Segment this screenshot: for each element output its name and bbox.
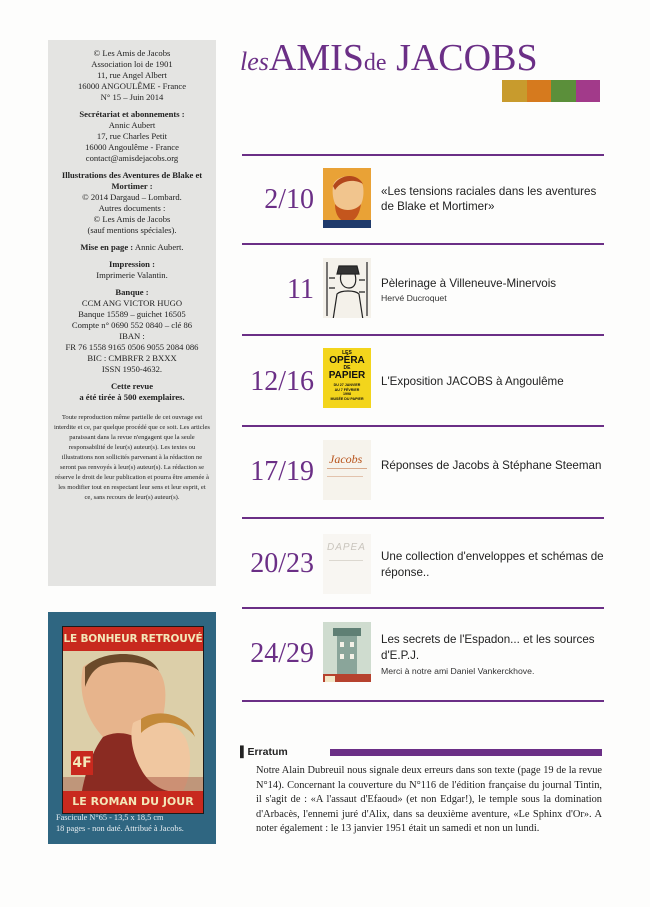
banque-line: Banque 15589 – guichet 16505 bbox=[78, 309, 186, 319]
erratum-heading: ▌Erratum bbox=[240, 746, 288, 758]
poster-caption-line: Fascicule N°65 - 13,5 x 18,5 cm bbox=[56, 813, 164, 822]
mise-value: Annic Aubert. bbox=[134, 242, 184, 252]
tirage-block bbox=[54, 381, 210, 403]
legal-notice: Toute reproduction même partielle de cet ouvrage est interdite et ce, par quelque procédé que ce soit. Les articles paraissant dans la revue n'engagent que la seule responsabilité de leur(s) auteur(s). Les textes ou illustrations non sollicités parvenant à la rédaction ne seront pas renvoyés à leur(s) auteur(s). La rédaction se réserve le droit de leur publication et pourra être amenée à les modifier tout en respectant leur sens et leur esprit, et ce, sans recours de leur(s) auteur(s). bbox=[54, 414, 210, 501]
issn: ISSN 1950-4632. bbox=[101, 364, 163, 374]
title-jacobs: JACOBS bbox=[396, 37, 538, 79]
secretariat-line: 17, rue Charles Petit bbox=[96, 131, 168, 141]
toc-divider bbox=[242, 607, 604, 609]
title-les: les bbox=[240, 47, 269, 76]
title-amis: AMIS bbox=[268, 37, 364, 79]
toc-divider bbox=[242, 334, 604, 336]
illustrations-block bbox=[54, 170, 210, 236]
character-head-icon bbox=[502, 80, 527, 102]
character-head-icon bbox=[551, 80, 576, 102]
illustrations-line: © 2014 Dargaud – Lombard. bbox=[82, 192, 182, 202]
publisher-line: 11, rue Angel Albert bbox=[97, 70, 167, 80]
toc-divider bbox=[242, 700, 604, 702]
toc-subtitle: Merci à notre ami Daniel Vankerckhove. bbox=[381, 666, 535, 676]
toc-thumb-sketch bbox=[323, 258, 371, 318]
poster-image bbox=[62, 626, 204, 814]
toc-title: Une collection d'enveloppes et schémas de réponse.. bbox=[381, 550, 604, 579]
toc-thumb-letter bbox=[323, 440, 371, 500]
toc-thumb-comic-portrait bbox=[323, 168, 371, 228]
poster-price: 4F bbox=[71, 751, 93, 775]
publisher-line: 16000 ANGOULÊME - France bbox=[77, 81, 187, 91]
tirage-line: Cette revue bbox=[110, 381, 154, 391]
signature: Jacobs bbox=[329, 452, 363, 466]
banque-line: Compte n° 0690 552 0840 – clé 86 bbox=[71, 320, 193, 330]
poster-top-title: LE BONHEUR RETROUVÉ bbox=[63, 627, 203, 651]
contact-email: contact@amisdejacobs.org bbox=[85, 153, 179, 163]
banque-line: FR 76 1558 9165 0506 9055 2084 086 bbox=[65, 342, 199, 352]
envelope-line bbox=[329, 560, 363, 561]
character-heads-logo bbox=[502, 80, 600, 102]
opera-top: LES bbox=[342, 350, 352, 356]
opera-dates: DU 27 JANVIER bbox=[333, 383, 361, 387]
toc-page-number: 2/10 bbox=[264, 184, 314, 215]
toc-title: L'Exposition JACOBS à Angoulême bbox=[381, 375, 564, 388]
toc-divider bbox=[242, 425, 604, 427]
opera-title-papier: PAPIER bbox=[328, 370, 366, 381]
banque-line: IBAN : bbox=[119, 331, 145, 341]
impression-label: Impression : bbox=[109, 259, 155, 269]
impression-block bbox=[54, 259, 210, 281]
poster-bottom-title: LE ROMAN DU JOUR bbox=[63, 791, 203, 813]
opera-dates: AU 7 FÉVRIER bbox=[334, 387, 360, 392]
opera-title: OPÉRA bbox=[329, 355, 365, 366]
character-head-icon bbox=[576, 80, 601, 102]
espadon-illustration bbox=[323, 622, 371, 682]
illustrations-line: (sauf mentions spéciales). bbox=[87, 225, 177, 235]
character-head-icon bbox=[527, 80, 552, 102]
publisher-line: © Les Amis de Jacobs bbox=[93, 48, 171, 58]
opera-place: MUSÉE DU PAPIER bbox=[330, 396, 364, 401]
erratum-heading-text: Erratum bbox=[247, 746, 288, 758]
erratum-text: Notre Alain Dubreuil nous signale deux erreurs dans son texte (page 19 de la revue N°14). Concernant la couverture du N°116 de l'édition française du journal Tintin, il s'agit de : «A l'assaut d'Efaoud» (et non Edgar!), le temple sous la domination d'Arbacès, l'ennemi juré d'Alix, dans sa deuxième aventure, «Le Sphinx d'Or». A noter également : le 13 janvier 1951 était un samedi et non un lundi. bbox=[256, 765, 602, 835]
opera-year: 1998 bbox=[343, 392, 351, 396]
opera-title-de: DE bbox=[343, 365, 351, 371]
toc-subtitle: Hervé Ducroquet bbox=[381, 293, 447, 303]
banque-label: Banque : bbox=[115, 287, 149, 297]
toc-thumb-espadon bbox=[323, 622, 371, 682]
toc-title: Réponses de Jacobs à Stéphane Steeman bbox=[381, 459, 602, 472]
toc-title: Les secrets de l'Espadon... et les sources d'E.P.J. bbox=[381, 633, 595, 662]
title-de: de bbox=[363, 50, 387, 76]
credits-box bbox=[48, 40, 216, 586]
banque-line: BIC : CMBRFR 2 BXXX bbox=[87, 353, 177, 363]
tirage-line: a été tirée à 500 exemplaires. bbox=[79, 392, 185, 402]
illustrations-line: Autres documents : bbox=[98, 203, 166, 213]
comic-portrait-illustration bbox=[323, 168, 371, 228]
publisher-line: Association loi de 1901 bbox=[91, 59, 173, 69]
toc-page-number: 20/23 bbox=[250, 548, 314, 579]
sketch-illustration bbox=[323, 258, 371, 318]
mise-en-page-block bbox=[54, 242, 210, 253]
banque-line: CCM ANG VICTOR HUGO bbox=[81, 298, 183, 308]
toc-title: Pèlerinage à Villeneuve-Minervois bbox=[381, 277, 557, 290]
toc-page-number: 11 bbox=[287, 274, 314, 305]
toc-thumb-envelope bbox=[323, 534, 371, 594]
toc-divider bbox=[242, 517, 604, 519]
illustrations-line: © Les Amis de Jacobs bbox=[93, 214, 171, 224]
toc-page-number: 24/29 bbox=[250, 638, 314, 669]
poster-box bbox=[48, 612, 216, 844]
secretariat-line: 16000 Angoulême - France bbox=[85, 142, 179, 152]
secretariat-line: Annic Aubert bbox=[108, 120, 156, 130]
toc-page-number: 17/19 bbox=[250, 456, 314, 487]
toc-divider bbox=[242, 154, 604, 156]
toc-page-number: 12/16 bbox=[250, 366, 314, 397]
secretariat-block bbox=[54, 109, 210, 164]
toc-divider bbox=[242, 243, 604, 245]
poster-caption-line: 18 pages - non daté. Attribué à Jacobs. bbox=[56, 823, 184, 833]
toc-title: «Les tensions raciales dans les aventures de Blake et Mortimer» bbox=[381, 185, 597, 213]
publisher-block bbox=[54, 48, 210, 103]
erratum-bar bbox=[330, 749, 602, 756]
magazine-title bbox=[240, 36, 620, 80]
secretariat-label: Secrétariat et abonnements : bbox=[79, 109, 185, 119]
mise-label: Mise en page : bbox=[80, 242, 134, 252]
poster-caption bbox=[56, 813, 216, 834]
illustrations-label: Illustrations des Aventures de Blake et Mortimer : bbox=[61, 170, 203, 191]
poster-illustration bbox=[63, 627, 203, 813]
letter-line bbox=[327, 468, 367, 469]
impression-value: Imprimerie Valantin. bbox=[96, 270, 168, 280]
letter-line bbox=[327, 476, 363, 477]
banque-block bbox=[54, 287, 210, 375]
envelope-text: DAPEA bbox=[327, 542, 366, 553]
issue-number: N° 15 – Juin 2014 bbox=[100, 92, 164, 102]
toc-thumb-exhibition-poster bbox=[323, 348, 371, 408]
